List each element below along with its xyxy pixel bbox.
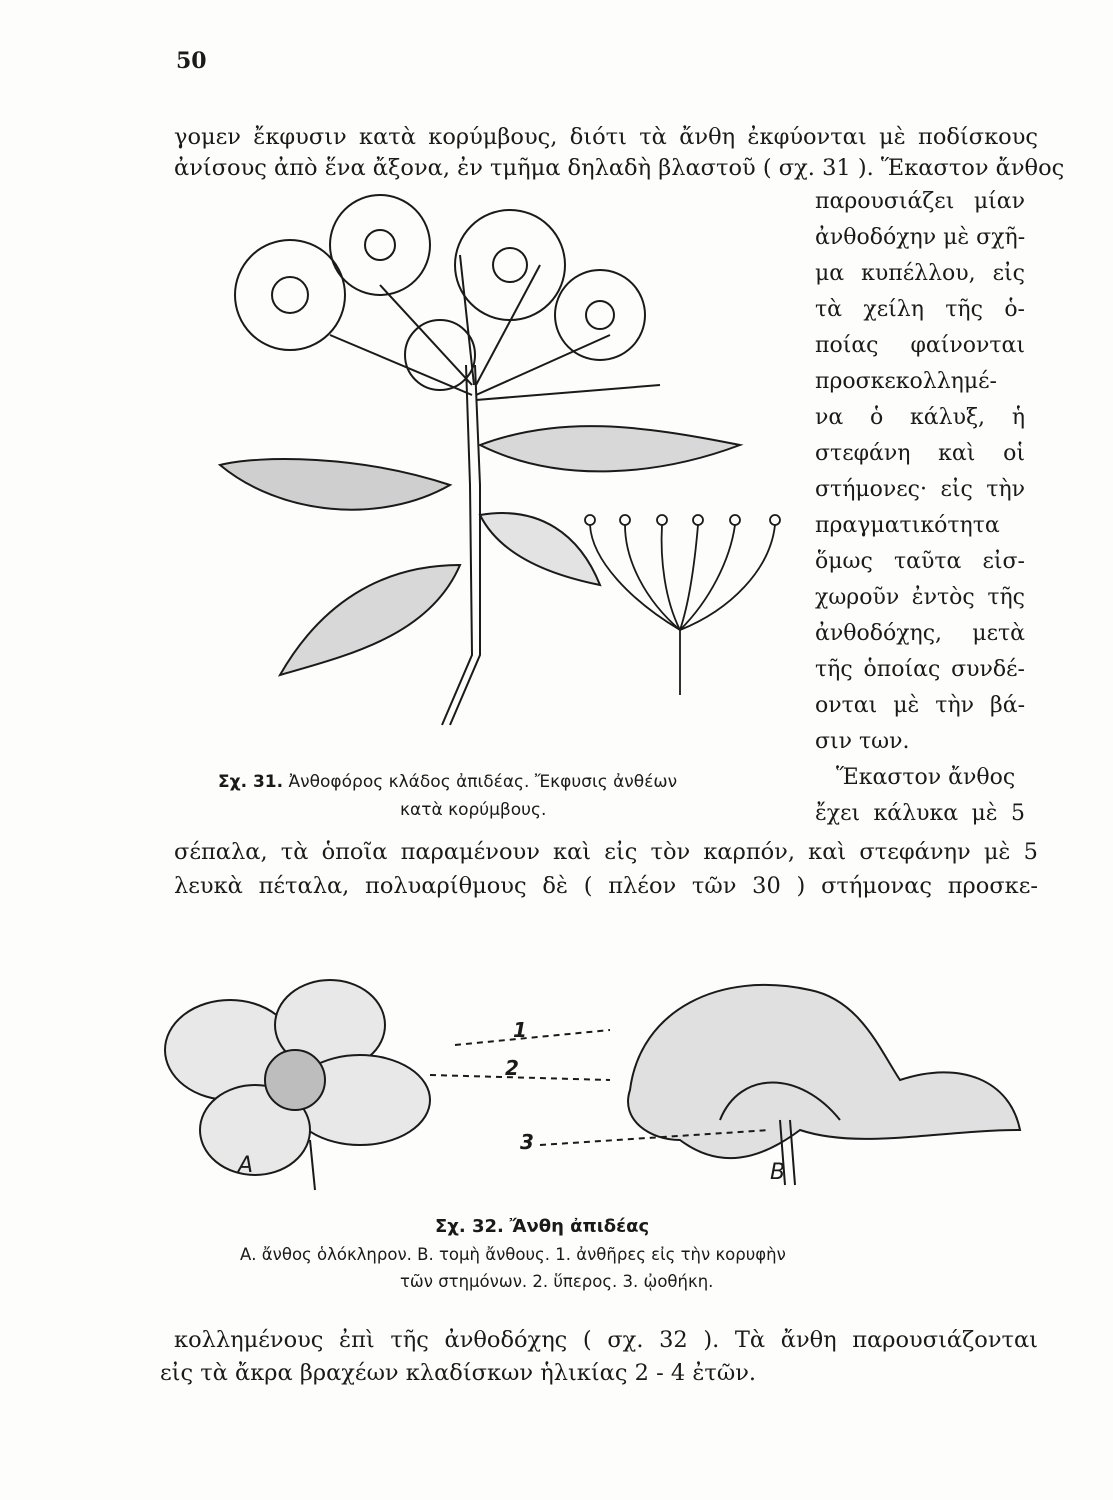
column-line: παρουσιάζει μίαν [815,189,1025,214]
column-line: στήμονες· εἰς τὴν [815,477,1025,502]
label-3: 3 [520,1130,534,1154]
column-line: χωροῦν ἐντὸς τῆς [815,585,1025,610]
figure-32-title: Ἄνθη ἀπιδέας [509,1216,650,1237]
pear-flower-illustration [160,970,1030,1200]
page-number: 50 [176,48,207,74]
label-2: 2 [505,1056,519,1080]
figure-32-heading [435,1216,649,1237]
flower-section-icon [628,985,1020,1185]
column-line: τὰ χείλη τῆς ὁ- [815,297,1025,322]
flower-icon [555,270,645,360]
column-line: πραγματικότητα [815,513,1000,538]
column-line: προσκεκολλημέ- [815,369,997,394]
text-line: κολλημένους ἐπὶ τῆς ἀνθοδόχης ( σχ. 32 ). Τὰ ἄνθη παρουσιάζονται [174,1327,1038,1353]
figure-32-label: Σχ. 32. [435,1216,504,1237]
column-line: τῆς ὁποίας συνδέ- [815,657,1025,682]
flower-icon [330,195,430,295]
flower-icon [235,240,345,350]
corymb-diagram [570,500,810,700]
label-b: B [770,1160,786,1185]
figure-32-caption-line2: τῶν στημόνων. 2. ὕπερος. 3. ᾠοθήκη. [400,1272,714,1291]
label-a: A [238,1153,254,1178]
column-line: μα κυπέλλου, εἰς [815,261,1025,286]
column-line: σιν των. [815,729,910,754]
text-line: λευκὰ πέταλα, πολυαρίθμους δὲ ( πλέον τῶν 30 ) στήμονας προσκε- [174,873,1038,899]
column-line: ονται μὲ τὴν βά- [815,693,1025,718]
text-line: εἰς τὰ ἄκρα βραχέων κλαδίσκων ἡλικίας 2 - 4 ἐτῶν. [160,1360,757,1386]
column-line: να ὁ κάλυξ, ἡ [815,405,1025,430]
figure-31-caption [218,772,677,792]
figure-31-label: Σχ. 31. [218,772,284,792]
column-line: ἔχει κάλυκα μὲ 5 [815,801,1025,826]
figure-31-caption-line1: Ἀνθοφόρος κλάδος ἀπιδέας. Ἔκφυσις ἀνθέων [288,772,678,792]
flower-icon [455,210,565,320]
text-line: σέπαλα, τὰ ὁποῖα παραμένουν καὶ εἰς τὸν καρπόν, καὶ στεφάνην μὲ 5 [174,839,1038,865]
column-line: ποίας φαίνονται [815,333,1025,358]
column-line: Ἕκαστον ἄνθος [815,765,1016,790]
column-line: ἀνθοδόχης, μετὰ [815,621,1025,646]
column-line: στεφάνη καὶ οἱ [815,441,1025,466]
label-1: 1 [513,1018,527,1042]
flower-icon [405,320,475,390]
text-line: ἀνίσους ἀπὸ ἕνα ἄξονα, ἐν τμῆμα δηλαδὴ βλαστοῦ ( σχ. 31 ). Ἕκαστον ἄνθος [174,155,1065,181]
whole-flower-icon [165,980,430,1190]
text-line: γομεν ἔκφυσιν κατὰ κορύμβους, διότι τὰ ἄνθη ἐκφύονται μὲ ποδίσκους [174,124,1038,150]
column-line: ὅμως ταῦτα εἰσ- [815,549,1025,574]
column-line: ἀνθοδόχην μὲ σχῆ- [815,225,1026,250]
figure-32-caption-line1: Α. ἄνθος ὁλόκληρον. Β. τομὴ ἄνθους. 1. ἀνθῆρες εἰς τὴν κορυφὴν [240,1245,786,1264]
figure-31-caption-line2: κατὰ κορύμβους. [400,800,547,820]
